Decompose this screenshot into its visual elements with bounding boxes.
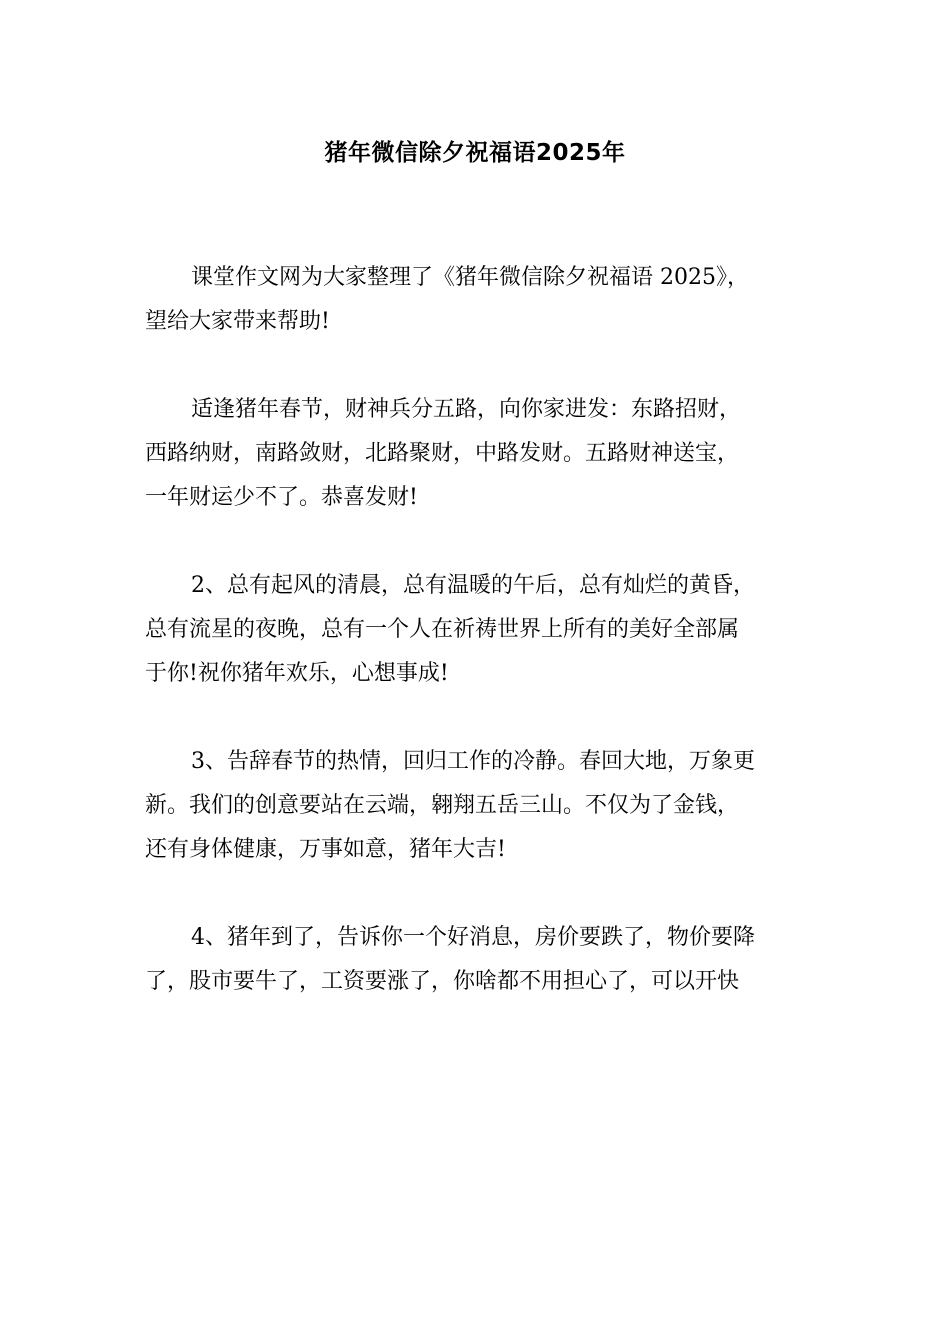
text-line: 2、总有起风的清晨，总有温暖的午后，总有灿烂的黄昏， [191, 573, 755, 598]
document-body [145, 256, 810, 1048]
text-line: 于你!祝你猪年欢乐，心想事成! [145, 661, 449, 686]
paragraph-intro [145, 256, 810, 344]
paragraph-3 [145, 740, 810, 872]
text-line: 还有身体健康，万事如意，猪年大吉! [145, 837, 506, 862]
text-line: 课堂作文网为大家整理了《猪年微信除夕祝福语 2025》， [191, 265, 749, 290]
text-line: 3、告辞春节的热情，回归工作的冷静。春回大地，万象更 [191, 749, 755, 774]
text-line: 4、猪年到了，告诉你一个好消息，房价要跌了，物价要降 [191, 925, 755, 950]
paragraph-2 [145, 564, 810, 696]
text-line: 总有流星的夜晚，总有一个人在祈祷世界上所有的美好全部属 [145, 617, 740, 642]
text-line: 新。我们的创意要站在云端，翱翔五岳三山。不仅为了金钱， [145, 793, 740, 818]
paragraph-4 [145, 916, 810, 1004]
paragraph-1 [145, 388, 810, 520]
text-line: 一年财运少不了。恭喜发财! [145, 485, 418, 510]
text-line: 适逢猪年春节，财神兵分五路，向你家进发：东路招财， [191, 397, 742, 422]
text-line: 西路纳财，南路敛财，北路聚财，中路发财。五路财神送宝， [145, 441, 740, 466]
text-line: 了，股市要牛了，工资要涨了，你啥都不用担心了，可以开快 [145, 969, 740, 994]
text-line: 望给大家带来帮助! [145, 309, 330, 334]
document-title: 猪年微信除夕祝福语2025年 [324, 140, 626, 166]
